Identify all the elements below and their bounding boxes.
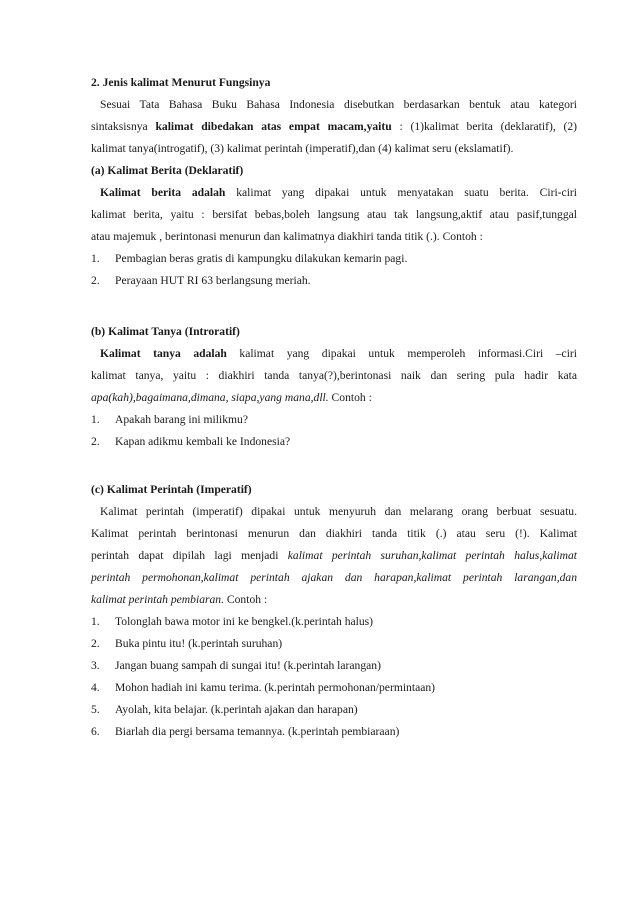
- list-text: Jangan buang sampah di sungai itu! (k.perintah larangan): [115, 659, 381, 672]
- subsection-title: (c) Kalimat Perintah (Imperatif): [91, 483, 252, 496]
- paragraph-line: atau majemuk , berintonasi menurun dan kalimatnya diakhiri tanda titik (.). Contoh :: [91, 230, 483, 243]
- list-text: Pembagian beras gratis di kampungku dilakukan kemarin pagi.: [115, 252, 408, 265]
- list-item: [91, 721, 577, 743]
- subsection-perintah: [91, 479, 577, 743]
- italic-text-run: kalimat perintah suruhan,kalimat perintah halus,kalimat: [287, 549, 577, 562]
- list-number: 1.: [91, 615, 100, 628]
- list-number: 3.: [91, 659, 100, 672]
- list-number: 6.: [91, 725, 100, 738]
- subsection-berita: [91, 160, 577, 292]
- paragraph-line: Sesuai Tata Bahasa Buku Bahasa Indonesia disebutkan berdasarkan bentuk atau kategori: [100, 98, 577, 111]
- paragraph-line: [91, 343, 577, 365]
- list-item: [91, 699, 577, 721]
- list-text: Apakah barang ini milikmu?: [115, 413, 248, 426]
- list-number: 2.: [91, 274, 100, 287]
- list-text: Ayolah, kita belajar. (k.perintah ajakan dan harapan): [115, 703, 358, 716]
- text-run: Contoh :: [328, 391, 372, 404]
- list-text: Kapan adikmu kembali ke Indonesia?: [115, 435, 291, 448]
- list-number: 2.: [91, 435, 100, 448]
- list-item: [91, 431, 577, 453]
- italic-text-run: kalimat perintah pembiaran.: [91, 593, 224, 606]
- section-heading: 2. Jenis kalimat Menurut Fungsinya: [91, 76, 271, 89]
- bold-text-run: kalimat dibedakan atas empat macam,yaitu: [155, 120, 392, 133]
- paragraph-line: [91, 182, 577, 204]
- list-item: [91, 270, 577, 292]
- section-functions: [91, 72, 577, 160]
- text-run: kalimat yang dipakai untuk memperoleh informasi.Ciri –ciri: [226, 347, 577, 360]
- text-run: Contoh :: [224, 593, 268, 606]
- paragraph-line: [91, 589, 577, 611]
- bold-text-run: Kalimat berita adalah: [100, 186, 226, 199]
- list-item: [91, 409, 577, 431]
- paragraph-line: kalimat tanya(introgatif), (3) kalimat perintah (imperatif),dan (4) kalimat seru (ekslamatif).: [91, 142, 514, 155]
- subsection-title: (a) Kalimat Berita (Deklaratif): [91, 164, 244, 177]
- list-item: [91, 633, 577, 655]
- list-item: [91, 248, 577, 270]
- list-number: 1.: [91, 252, 100, 265]
- list-number: 2.: [91, 637, 100, 650]
- text-run: kalimat yang dipakai untuk menyatakan suatu berita. Ciri-ciri: [225, 186, 577, 199]
- list-number: 1.: [91, 413, 100, 426]
- paragraph-line: [91, 116, 577, 138]
- paragraph-line: [91, 545, 577, 567]
- list-number: 5.: [91, 703, 100, 716]
- paragraph-line: [91, 387, 577, 409]
- text-run: : (1)kalimat berita (deklaratif), (2): [391, 120, 578, 133]
- list-text: Tolonglah bawa motor ini ke bengkel.(k.perintah halus): [115, 615, 374, 628]
- list-item: [91, 655, 577, 677]
- list-item: [91, 677, 577, 699]
- paragraph-line: Kalimat perintah (imperatif) dipakai untuk menyuruh dan melarang orang berbuat sesuatu.: [100, 505, 577, 518]
- list-item: [91, 611, 577, 633]
- italic-text-run: apa(kah),bagaimana,dimana, siapa,yang mana,dll.: [91, 391, 329, 404]
- paragraph-line: kalimat berita, yaitu : bersifat bebas,boleh langsung atau tak langsung,aktif atau pasif,tunggal: [91, 208, 577, 221]
- list-text: Mohon hadiah ini kamu terima. (k.perintah permohonan/permintaan): [115, 681, 436, 694]
- paragraph-line: Kalimat perintah berintonasi menurun dan diakhiri tanda titik (.) atau seru (!). Kalimat: [91, 527, 577, 540]
- list-text: Buka pintu itu! (k.perintah suruhan): [115, 637, 283, 650]
- paragraph-line: kalimat tanya, yaitu : diakhiri tanda tanya(?),berintonasi naik dan sering pula hadir kata: [91, 369, 577, 382]
- list-number: 4.: [91, 681, 100, 694]
- text-run: sintaksisnya: [91, 120, 156, 133]
- list-text: Perayaan HUT RI 63 berlangsung meriah.: [115, 274, 311, 287]
- text-run: perintah dapat dipilah lagi menjadi: [91, 549, 288, 562]
- subsection-tanya: [91, 321, 577, 453]
- bold-text-run: Kalimat tanya adalah: [100, 347, 227, 360]
- paragraph-line: perintah permohonan,kalimat perintah ajakan dan harapan,kalimat perintah larangan,dan: [91, 571, 577, 584]
- subsection-title: (b) Kalimat Tanya (Introratif): [91, 325, 240, 338]
- list-text: Biarlah dia pergi bersama temannya. (k.perintah pembiaraan): [115, 725, 400, 738]
